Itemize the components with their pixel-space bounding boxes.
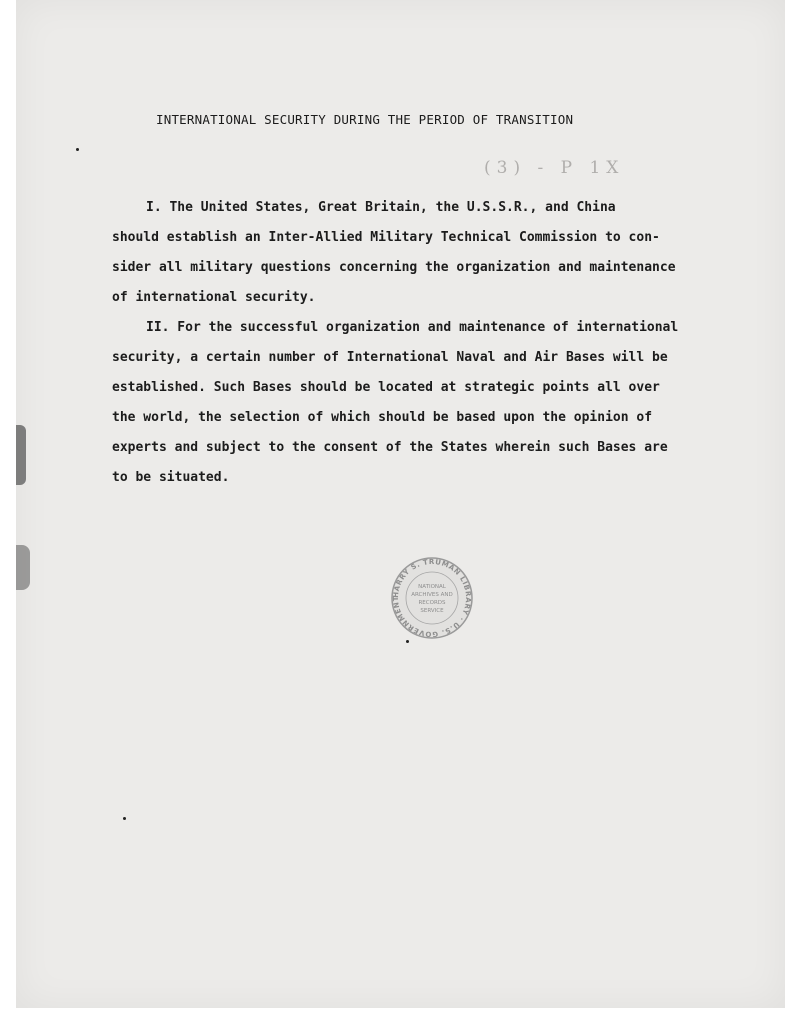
paragraph-2 — [112, 313, 712, 493]
stamp-inner-line: SERVICE — [420, 608, 444, 614]
stamp-inner-line: NATIONAL — [418, 584, 446, 590]
paper-speck — [406, 640, 409, 643]
edge-stain — [16, 545, 30, 590]
handwritten-note: (3) - P 1X — [484, 158, 625, 178]
paper-speck — [123, 817, 126, 820]
document-page — [16, 0, 785, 1008]
paragraph-line: I. The United States, Great Britain, the U.S.S.R., and China — [146, 200, 616, 215]
paragraph-line: security, a certain number of International Naval and Air Bases will be — [112, 350, 668, 365]
archive-stamp — [390, 556, 474, 640]
paragraph-line: sider all military questions concerning the organization and maintenance — [112, 260, 676, 275]
document-title: INTERNATIONAL SECURITY DURING THE PERIOD OF TRANSITION — [156, 112, 574, 127]
stamp-inner-line: ARCHIVES AND — [411, 592, 453, 598]
paragraph-line: of international security. — [112, 290, 316, 305]
paragraph-line: II. For the successful organization and maintenance of international — [146, 320, 679, 335]
paragraph-1 — [112, 193, 712, 313]
paragraph-line: to be situated. — [112, 470, 230, 485]
paragraph-line: the world, the selection of which should be based upon the opinion of — [112, 410, 653, 425]
paragraph-line: should establish an Inter-Allied Military Technical Commission to con- — [112, 230, 660, 245]
stamp-inner-line: RECORDS — [418, 600, 446, 606]
stamp-outer-text: HARRY S. TRUMAN LIBRARY · U.S. GOVERNMENT — [391, 557, 473, 639]
paragraph-line: established. Such Bases should be located at strategic points all over — [112, 380, 660, 395]
paper-speck — [76, 148, 79, 151]
paragraph-line: experts and subject to the consent of the States wherein such Bases are — [112, 440, 668, 455]
edge-stain — [16, 425, 26, 485]
